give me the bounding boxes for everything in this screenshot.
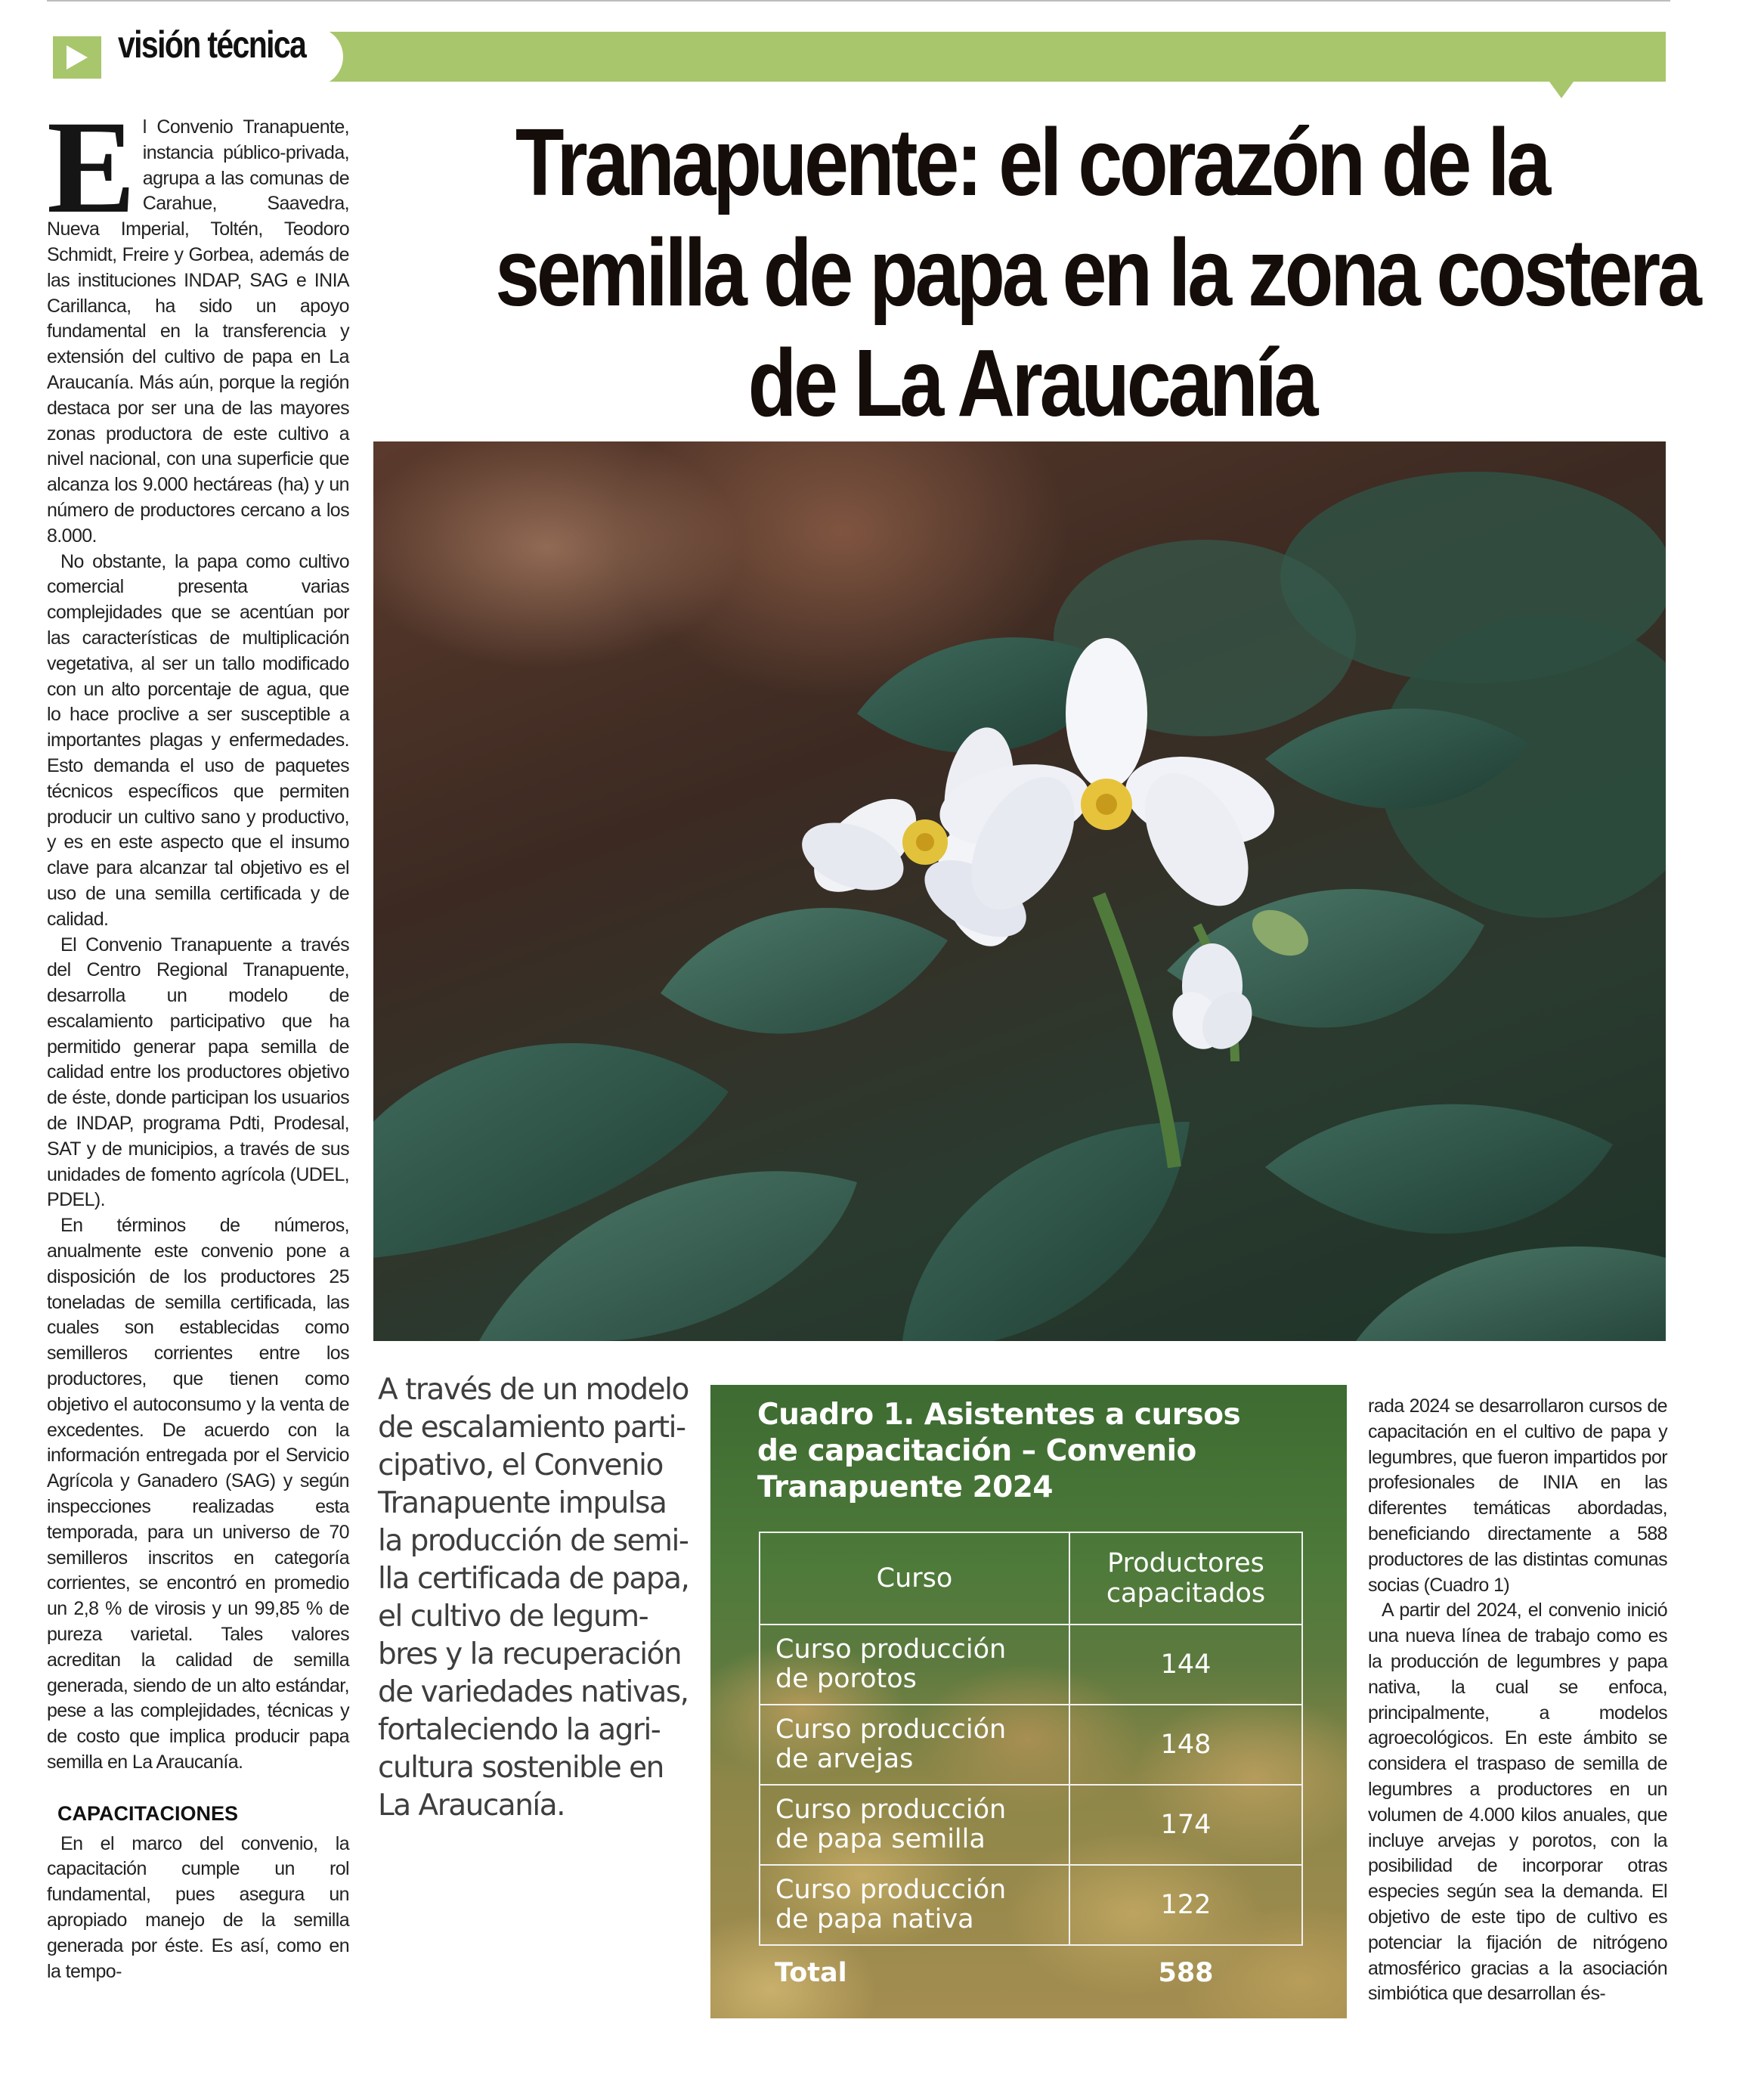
pull-quote-line: fortaleciendo la agri- [378,1713,661,1747]
band-pointer [1549,82,1574,98]
dropcap: E [47,94,135,241]
pull-quote-line: lla certificada de papa, [378,1562,689,1596]
table-row [760,1785,1302,1865]
pull-quote-line: la producción de semi- [378,1524,689,1558]
headline-line-1: Tranapuente: el corazón de la [515,109,1549,215]
course-cell: Curso producción de papa semilla [760,1785,1069,1865]
table-header-row [760,1532,1302,1625]
pull-quote-line: cultura sostenible en [378,1751,664,1785]
pull-quote-line: de variedades nativas, [378,1675,689,1709]
value-cell: 148 [1069,1705,1302,1785]
course-cell: Curso producción de arvejas [760,1705,1069,1785]
pull-quote-line: Tranapuente impulsa [378,1486,667,1520]
headline [495,107,1699,438]
paragraph-5: En el marco del convenio, la capacitación cumple un rol fundamental, pues asegura un apropiado manejo de la semilla generada por éste. Es así, como en la tempo- [47,1832,349,1982]
paragraph-2: No obstante, la papa como cultivo comercial presenta varias complejidades que se acentúan por las características de multiplicación vegetativa, al ser un tallo modificado con un alto porcentaje de agua, que lo hace proclive a ser susceptible a importantes plagas y enfermedades. Esto demanda el uso de paquetes técnicos específicos que permiten producir un cultivo sano y productivo, y es en este aspecto que el insumo clave para alcanzar tal objetivo es el uso de una semilla certificada y de calidad. [47,550,349,930]
course-cell: Curso producción de porotos [760,1625,1069,1705]
play-arrow-icon [53,36,101,79]
potato-flower-photo [373,441,1666,1341]
subheading-capacitaciones: CAPACITACIONES [57,1801,239,1825]
section-label: visión técnica [118,23,306,66]
headline-line-3: de La Araucanía [747,330,1316,436]
paragraph-intro: El Convenio Tranapuente, instancia público-privada, agrupa a las comunas de Carahue, Saavedra, Nueva Imperial, Toltén, Teodoro Schmidt, Freire y Gorbea, además de las instituciones INDAP, SAG e INIA Carillanca, ha sido un apoyo fundamental en la transferencia y extensión del cultivo de papa en La Araucanía. Más aún, porque la región destaca por ser una de las mayores zonas productora de este cultivo a nivel nacional, con una superficie que alcanza los 9.000 hectáreas (ha) y un número de productores cercano a los 8.000. [47,94,349,547]
pull-quote-line: el cultivo de legum- [378,1600,648,1634]
top-rule [47,0,1670,2]
paragraph-4: En términos de números, anualmente este convenio pone a disposición de los productores 25 toneladas de semilla certificada, las cuales son establecidas como semilleros corrientes entre los productores, que tienen como objetivo el autoconsumo y la venta de excedentes. De acuerdo con la información entregada por el Servicio Agrícola y Ganadero (SAG) y según inspecciones realizadas esta temporada, para un universo de 70 semilleros inscritos en categoría corrientes, se encontró en promedio un 2,8 % de virosis y un 99,85 % de pureza varietal. Tales valores acreditan la calidad de semilla generada, siendo de un alto estándar, pese a las complejidades, técnicas y de costo que implica producir papa semilla en La Araucanía. [47,1215,349,1773]
total-label: Total [760,1945,1069,2000]
training-table [759,1532,1303,2000]
table-total-row [760,1945,1302,2000]
pull-quote-line: de escalamiento parti- [378,1411,685,1445]
table-box [710,1385,1347,2018]
pull-quote-line: bres y la recuperación [378,1637,682,1671]
header-course: Curso [760,1532,1069,1625]
right-column [1368,1394,1667,2007]
value-cell: 122 [1069,1865,1302,1945]
pull-quote [378,1371,695,1825]
pull-quote-line: cipativo, el Convenio [378,1448,663,1482]
value-cell: 174 [1069,1785,1302,1865]
course-cell: Curso producción de papa nativa [760,1865,1069,1945]
pull-quote-line: A través de un modelo [378,1373,689,1407]
total-value: 588 [1069,1945,1302,2000]
paragraph-new-line: A partir del 2024, el convenio inició una nueva línea de trabajo como es la producción de legumbres y papa nativa, la cual se enfoca, principalmente, a modelos agroecológicos. En este ámbito se considera el traspaso de semilla de legumbres a productores en un volumen de 4.000 kilos anuales, que incluye arvejas y porotos, con la posibilidad de incorporar otras especies según sea la demanda. El objetivo de este tipo de cultivo es potenciar la fijación de nitrógeno atmosférico gracias a la asociación simbiótica que desarrollan és- [1368,1600,1667,2005]
table-row [760,1865,1302,1945]
potato-flower-icon [373,441,1666,1341]
pull-quote-line: La Araucanía. [378,1789,565,1823]
header-producers: Productores capacitados [1069,1532,1302,1625]
paragraph-continued: rada 2024 se desarrollaron cursos de capacitación en el cultivo de papa y legumbres, que fueron impartidos por profesionales de INIA en las diferentes temáticas abordadas, beneficiando directamente a 588 productores de las distintas comunas socias (Cuadro 1) [1368,1395,1667,1596]
headline-line-2: semilla de papa en la zona costera [495,219,1699,326]
value-cell: 144 [1069,1625,1302,1705]
table-row [760,1705,1302,1785]
table-row [760,1625,1302,1705]
paragraph-3: El Convenio Tranapuente a través del Centro Regional Tranapuente, desarrolla un modelo de escalamiento participativo que ha permitido generar papa semilla de calidad entre los productores objetivo de éste, donde participan los usuarios de INDAP, programa Pdti, Prodesal, SAT y de municipios, a través de sus unidades de fomento agrícola (UDEL, PDEL). [47,934,349,1211]
left-column [47,94,349,1984]
table-title: Cuadro 1. Asistentes a cursos de capacitación – Convenio Tranapuente 2024 [757,1398,1241,1504]
